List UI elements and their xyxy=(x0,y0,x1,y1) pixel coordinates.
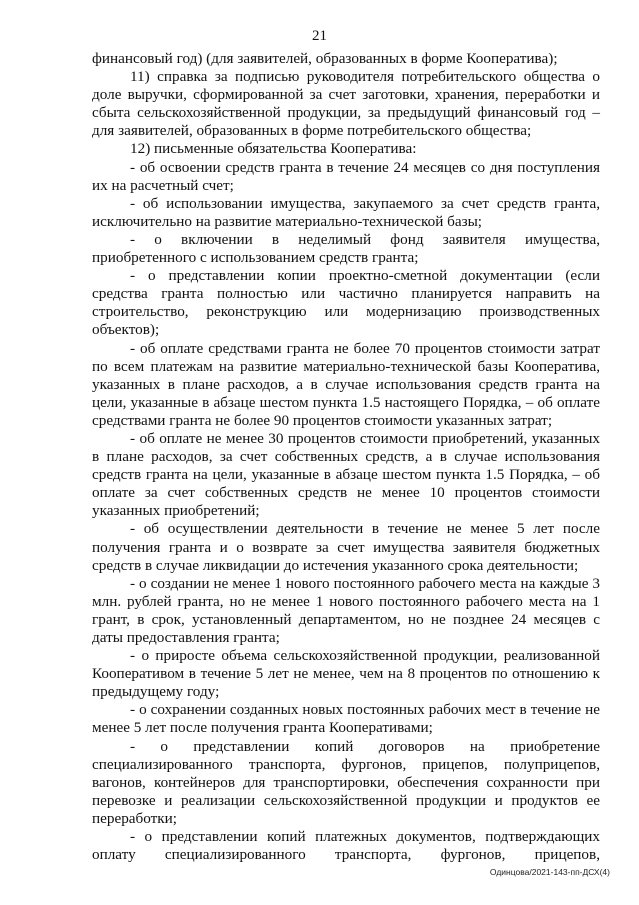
paragraph-1: финансовый год) (для заявителей, образованных в форме Кооператива); xyxy=(92,50,558,67)
paragraph-15: - о представлении копий платежных документов, подтверждающих оплату специализированного транспорта, фургонов, прицепов, xyxy=(92,828,600,864)
paragraph-8: - об оплате средствами гранта не более 70 процентов стоимости затрат по всем платежам на развитие материально-технической базы Кооператива, указанных в плане расходов, а в случае использования средств гранта на цели, указанные в абзаце шестом пункта 1.5 настоящего Порядка, – об оплате средствами гранта не более 90 процентов стоимости указанных затрат; xyxy=(92,339,600,429)
paragraph-9: - об оплате не менее 30 процентов стоимости приобретений, указанных в плане расходов, за счет собственных средств, а в случае использования средств гранта на цели, указанные в абзаце шестом пункта 1.5 Порядка, – об оплате за счет собственных средств не менее 10 процентов стоимости указанных приобретений; xyxy=(92,429,600,520)
paragraph-2: 11) справка за подписью руководителя потребительского общества о доле выручки, сформированной за счет заготовки, хранения, переработки и сбыта сельскохозяйственной продукции, за предыдущий финансовый год – для заявителей, образованных в форме потребительского общества; xyxy=(92,68,600,140)
paragraph-5: - об использовании имущества, закупаемого за счет средств гранта, исключительно на развитие материально-технической базы; xyxy=(92,194,600,230)
document-body xyxy=(92,50,600,864)
paragraph-13: - о сохранении созданных новых постоянных рабочих мест в течение не менее 5 лет после получения гранта Кооперативами; xyxy=(92,701,600,737)
paragraph-10: - об осуществлении деятельности в течение не менее 5 лет после получения гранта и о возврате за счет имущества заявителя бюджетных средств в случае ликвидации до истечения указанного срока деятельности; xyxy=(92,520,600,574)
paragraph-14: - о представлении копий договоров на приобретение специализированного транспорта, фургонов, прицепов, полуприцепов, вагонов, контейнеров для транспортировки, обеспечения сохранности при перевозке и реализации сельскохозяйственной продукции и продуктов ее переработки; xyxy=(92,737,600,827)
paragraph-12: - о приросте объема сельскохозяйственной продукции, реализованной Кооперативом в течение 5 лет не менее, чем на 8 процентов по отношению к предыдущему году; xyxy=(92,647,600,701)
paragraph-7: - о представлении копии проектно-сметной документации (если средства гранта полностью или частично планируется направить на строительство, реконструкцию или модернизацию производственных объектов); xyxy=(92,267,600,339)
paragraph-11: - о создании не менее 1 нового постоянного рабочего места на каждые 3 млн. рублей гранта, но не менее 1 нового постоянного рабочего места на 1 грант, в срок, установленный департаментом, но не позднее 24 месяцев с даты предоставления гранта; xyxy=(92,574,600,646)
paragraph-6: - о включении в неделимый фонд заявителя имущества, приобретенного с использованием средств гранта; xyxy=(92,230,600,267)
paragraph-4: - об освоении средств гранта в течение 24 месяцев со дня поступления их на расчетный счет; xyxy=(92,158,600,194)
document-footer-code: Одинцова/2021-143-пп-ДСХ(4) xyxy=(489,867,610,877)
page-number: 21 xyxy=(312,28,327,44)
paragraph-3: 12) письменные обязательства Кооператива: xyxy=(130,140,417,158)
